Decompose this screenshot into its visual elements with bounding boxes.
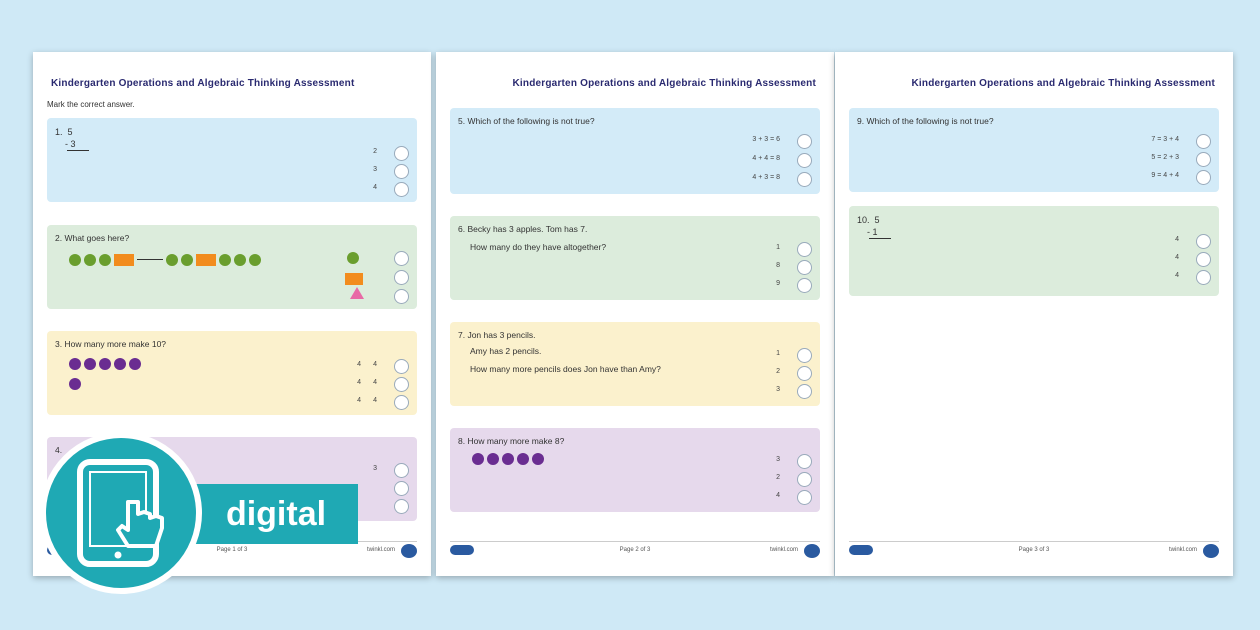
q8-text: 8. How many more make 8? xyxy=(458,436,565,446)
purple-dot xyxy=(472,453,484,465)
green-dot xyxy=(166,254,178,266)
radio-circle[interactable] xyxy=(797,242,812,257)
q1-bottom: - 3 xyxy=(65,139,76,149)
q1-line xyxy=(67,150,89,151)
worksheet-page-3 xyxy=(835,52,1233,576)
green-dot xyxy=(84,254,96,266)
footer-url: twinkl.com xyxy=(769,547,798,553)
purple-dot xyxy=(114,358,126,370)
radio-circle[interactable] xyxy=(797,260,812,275)
q10-option-2[interactable] xyxy=(1141,250,1211,268)
option-label: 2 xyxy=(776,368,780,375)
purple-dot xyxy=(69,358,81,370)
q8-option-1[interactable] xyxy=(742,452,812,470)
q2-choice-pink-triangle xyxy=(350,287,364,299)
purple-dot xyxy=(532,453,544,465)
option-label: 3 xyxy=(373,166,377,173)
radio-circle[interactable] xyxy=(394,499,409,514)
q3-dots xyxy=(69,355,144,391)
q3-option-3[interactable] xyxy=(339,393,409,411)
page-number: Page 2 of 3 xyxy=(619,547,651,553)
green-dot xyxy=(219,254,231,266)
page-title: Kindergarten Operations and Algebraic Thinking Assessment xyxy=(911,78,1215,89)
option-label: 2 xyxy=(373,148,377,155)
radio-circle[interactable] xyxy=(797,278,812,293)
radio-circle[interactable] xyxy=(394,164,409,179)
option-label: 4 xyxy=(373,184,377,191)
q5-option-2[interactable] xyxy=(742,151,812,169)
q2-option-3[interactable] xyxy=(389,287,409,305)
q2-option-1[interactable] xyxy=(389,249,409,267)
question-10 xyxy=(849,206,1219,296)
twinkl-badge-icon xyxy=(401,544,417,558)
question-3 xyxy=(47,331,417,415)
option-label: 4 + 4 = 8 xyxy=(752,155,780,162)
radio-circle[interactable] xyxy=(797,172,812,187)
digital-badge-label: digital xyxy=(194,484,358,544)
q8-dots xyxy=(472,450,547,468)
q6-line2: How many do they have altogether? xyxy=(470,242,607,252)
q1-option-1[interactable] xyxy=(339,144,409,162)
option-label: 4 xyxy=(373,361,377,368)
option-label: 4 xyxy=(1175,236,1179,243)
radio-circle[interactable] xyxy=(797,454,812,469)
option-label: 4 xyxy=(357,361,361,368)
radio-circle[interactable] xyxy=(394,481,409,496)
q9-option-2[interactable] xyxy=(1141,150,1211,168)
q2-choice-green-circle xyxy=(347,249,362,267)
q2-text: 2. What goes here? xyxy=(55,233,130,243)
q10-top: 5 xyxy=(874,215,880,225)
radio-circle[interactable] xyxy=(797,134,812,149)
q7-option-2[interactable] xyxy=(742,364,812,382)
radio-circle[interactable] xyxy=(394,182,409,197)
radio-circle[interactable] xyxy=(797,490,812,505)
q9-option-1[interactable] xyxy=(1141,132,1211,150)
green-dot xyxy=(249,254,261,266)
orange-rect xyxy=(345,273,363,285)
radio-circle[interactable] xyxy=(797,366,812,381)
q10-option-1[interactable] xyxy=(1141,232,1211,250)
question-9 xyxy=(849,108,1219,192)
green-dot xyxy=(99,254,111,266)
option-label: 8 xyxy=(776,262,780,269)
option-label: 3 xyxy=(776,456,780,463)
q8-option-2[interactable] xyxy=(742,470,812,488)
radio-circle[interactable] xyxy=(1196,270,1211,285)
green-dot xyxy=(69,254,81,266)
question-1 xyxy=(47,118,417,202)
question-2 xyxy=(47,225,417,309)
q4-option-1[interactable] xyxy=(339,461,409,479)
footer-url: twinkl.com xyxy=(366,547,395,553)
twinkl-badge-icon xyxy=(804,544,820,558)
q10-option-3[interactable] xyxy=(1141,268,1211,286)
page-title: Kindergarten Operations and Algebraic Thinking Assessment xyxy=(51,78,355,89)
radio-circle[interactable] xyxy=(394,289,409,304)
page-footer xyxy=(450,541,820,558)
q6-line1: 6. Becky has 3 apples. Tom has 7. xyxy=(458,224,588,234)
q6-option-2[interactable] xyxy=(742,258,812,276)
radio-circle[interactable] xyxy=(394,395,409,410)
option-label: 1 xyxy=(776,350,780,357)
q5-text: 5. Which of the following is not true? xyxy=(458,116,595,126)
option-label: 4 xyxy=(357,379,361,386)
q1-option-3[interactable] xyxy=(339,180,409,198)
question-6 xyxy=(450,216,820,300)
radio-circle[interactable] xyxy=(1196,134,1211,149)
purple-dot xyxy=(487,453,499,465)
q5-option-1[interactable] xyxy=(742,132,812,150)
q3-text: 3. How many more make 10? xyxy=(55,339,167,349)
radio-circle[interactable] xyxy=(1196,152,1211,167)
digital-badge xyxy=(40,432,202,594)
option-label: 7 = 3 + 4 xyxy=(1151,136,1179,143)
tablet-touch-icon xyxy=(46,438,196,588)
question-5 xyxy=(450,108,820,194)
q7-line1: 7. Jon has 3 pencils. xyxy=(458,330,536,340)
page-number: Page 1 of 3 xyxy=(216,547,248,553)
page-title: Kindergarten Operations and Algebraic Thinking Assessment xyxy=(512,78,816,89)
purple-dot xyxy=(502,453,514,465)
option-label: 4 xyxy=(1175,254,1179,261)
footer-url: twinkl.com xyxy=(1168,547,1197,553)
q2-option-2[interactable] xyxy=(389,268,409,286)
q1-number: 1. xyxy=(55,127,63,137)
radio-circle[interactable] xyxy=(1196,252,1211,267)
radio-circle[interactable] xyxy=(1196,234,1211,249)
orange-rect xyxy=(196,254,216,266)
option-label: 3 xyxy=(373,465,377,472)
radio-circle[interactable] xyxy=(797,472,812,487)
q9-option-3[interactable] xyxy=(1141,168,1211,186)
option-label: 9 = 4 + 4 xyxy=(1151,172,1179,179)
question-7 xyxy=(450,322,820,406)
q2-choice-orange-rect xyxy=(345,270,366,288)
q3-option-1[interactable] xyxy=(339,357,409,375)
option-label: 4 xyxy=(776,492,780,499)
twinkl-logo-icon xyxy=(450,545,474,555)
green-dot xyxy=(347,252,359,264)
radio-circle[interactable] xyxy=(797,153,812,168)
option-label: 3 + 3 = 6 xyxy=(752,136,780,143)
radio-circle[interactable] xyxy=(797,384,812,399)
q5-option-3[interactable] xyxy=(742,170,812,188)
purple-dot xyxy=(517,453,529,465)
purple-dot xyxy=(99,358,111,370)
option-label: 9 xyxy=(776,280,780,287)
radio-circle[interactable] xyxy=(394,359,409,374)
q7-line3: How many more pencils does Jon have than Amy? xyxy=(470,364,661,374)
option-label: 4 xyxy=(1175,272,1179,279)
q1-top: 5 xyxy=(67,127,73,137)
q7-option-3[interactable] xyxy=(742,382,812,400)
option-label: 1 xyxy=(776,244,780,251)
twinkl-badge-icon xyxy=(1203,544,1219,558)
green-dot xyxy=(234,254,246,266)
radio-circle[interactable] xyxy=(394,146,409,161)
q10-number: 10. xyxy=(857,215,870,225)
option-label: 5 = 2 + 3 xyxy=(1151,154,1179,161)
q10-line xyxy=(869,238,891,239)
radio-circle[interactable] xyxy=(394,251,409,266)
q6-option-3[interactable] xyxy=(742,276,812,294)
q4-text: 4. xyxy=(55,445,63,455)
worksheet-page-2 xyxy=(436,52,834,576)
blank-line xyxy=(137,259,163,260)
purple-dot xyxy=(69,378,81,390)
q8-option-3[interactable] xyxy=(742,488,812,506)
twinkl-logo-icon xyxy=(849,545,873,555)
q6-option-1[interactable] xyxy=(742,240,812,258)
orange-rect xyxy=(114,254,134,266)
green-dot xyxy=(181,254,193,266)
radio-circle[interactable] xyxy=(394,270,409,285)
purple-dot xyxy=(129,358,141,370)
instruction-text: Mark the correct answer. xyxy=(47,100,135,109)
page-number: Page 3 of 3 xyxy=(1018,547,1050,553)
option-label: 4 xyxy=(373,379,377,386)
option-label: 2 xyxy=(776,474,780,481)
radio-circle[interactable] xyxy=(1196,170,1211,185)
q10-arithmetic xyxy=(857,214,891,239)
page-footer xyxy=(849,541,1219,558)
q2-pattern xyxy=(69,251,264,269)
radio-circle[interactable] xyxy=(394,377,409,392)
radio-circle[interactable] xyxy=(797,348,812,363)
q3-option-2[interactable] xyxy=(339,375,409,393)
question-8 xyxy=(450,428,820,512)
option-label: 4 xyxy=(357,397,361,404)
q9-text: 9. Which of the following is not true? xyxy=(857,116,994,126)
q10-bottom: - 1 xyxy=(867,227,878,237)
option-label: 4 + 3 = 8 xyxy=(752,174,780,181)
q7-option-1[interactable] xyxy=(742,346,812,364)
q7-line2: Amy has 2 pencils. xyxy=(470,346,542,356)
option-label: 4 xyxy=(373,397,377,404)
option-label: 3 xyxy=(776,386,780,393)
q1-option-2[interactable] xyxy=(339,162,409,180)
radio-circle[interactable] xyxy=(394,463,409,478)
q1-arithmetic xyxy=(55,126,89,151)
purple-dot xyxy=(84,358,96,370)
